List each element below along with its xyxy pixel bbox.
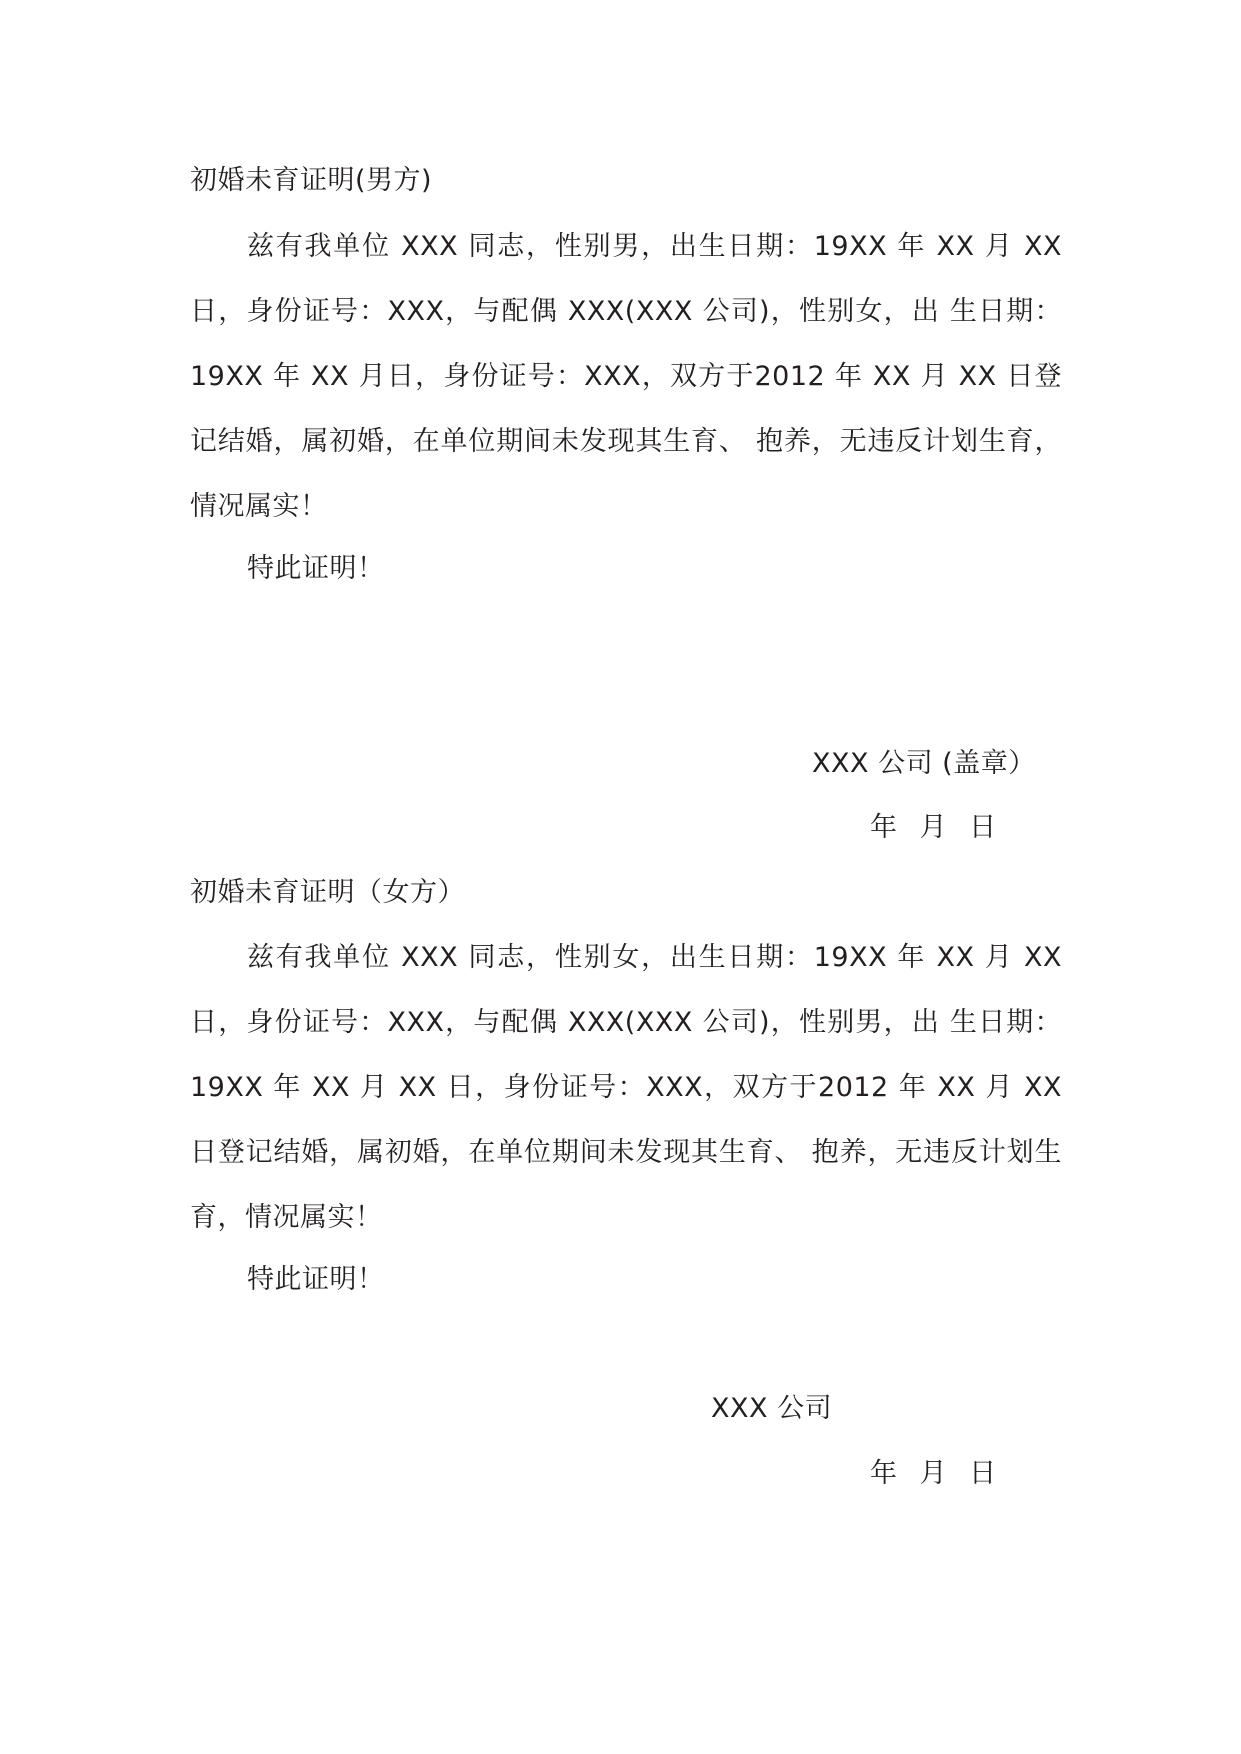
male-certificate-body: 兹有我单位 XXX 同志，性别男，出生日期：19XX 年 XX 月 XX 日，身份证号：XXX，与配偶 XXX(XXX 公司)，性别女，出 生日期：19XX 年 XX 月日，身份证号：XXX，双方于2012 年 XX 月 XX 日登记结婚，属初婚，在单位期间未发现其生育、 抱养，无违反计划生育，情况属实！: [190, 231, 1062, 522]
male-certificate-title: 初婚未育证明(男方): [190, 165, 433, 196]
male-certificate-signature: XXX 公司 (盖章）: [812, 748, 1036, 779]
female-certificate-date: 年 月 日: [870, 1458, 997, 1489]
male-certificate-date: 年 月 日: [870, 812, 997, 843]
female-certificate-body: 兹有我单位 XXX 同志，性别女，出生日期：19XX 年 XX 月 XX 日，身份证号：XXX，与配偶 XXX(XXX 公司)，性别男，出 生日期：19XX 年 XX 月 XX 日，身份证号：XXX，双方于2012 年 XX 月 XX 日登记结婚，属初婚，在单位期间未发现其生育、 抱养，无违反计划生育，情况属实！: [190, 942, 1062, 1233]
female-certificate-title: 初婚未育证明（女方）: [190, 877, 465, 908]
female-certificate-closing: 特此证明！: [247, 1264, 385, 1295]
male-certificate-closing: 特此证明！: [247, 553, 385, 584]
female-certificate-signature: XXX 公司: [711, 1393, 833, 1424]
